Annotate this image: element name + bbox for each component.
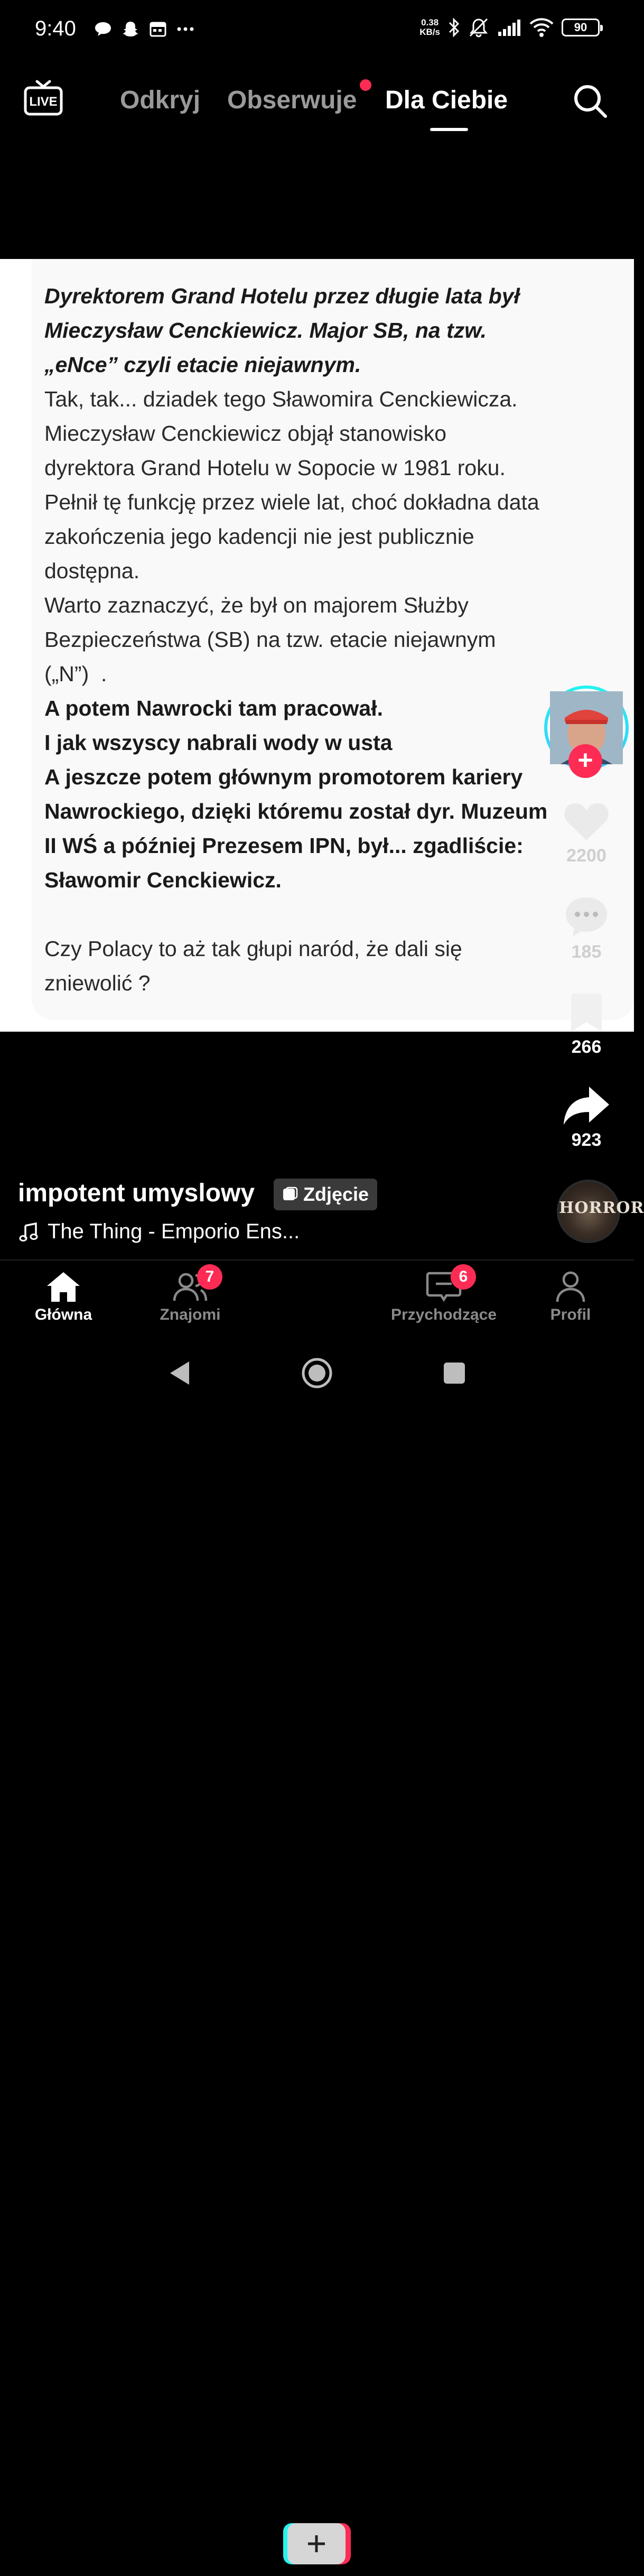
friends-badge: 7 [197,1264,222,1290]
nav-home-label: Główna [34,1306,92,1323]
photo-badge-label: Zdjęcie [303,1183,369,1205]
post-text-line: dostępna. [44,559,140,583]
status-right-icons [419,17,600,38]
nav-inbox[interactable] [380,1270,507,1324]
nav-friends[interactable] [127,1270,254,1324]
wifi-icon [529,17,554,38]
signal-icon [497,19,521,36]
photo-mode-icon [282,1187,298,1202]
author-name[interactable]: impotent umyslowy [18,1179,255,1207]
post-text-line: Bezpieczeństwa (SB) na tzw. etacie niejawnym [44,627,496,652]
disc-label: HORROR [559,1199,644,1217]
post-text-line: zniewolić ? [44,971,151,995]
music-note-icon [19,1222,38,1241]
bluetooth-icon [447,17,460,38]
snapchat-ghost-icon [122,20,139,38]
follow-plus-button[interactable]: + [568,744,602,778]
post-text-line: Pełnił tę funkcję przez wiele lat, choć dokładna data [44,490,539,514]
status-left-icons [94,20,194,38]
net-speed-value: 0.38 [421,17,439,27]
post-image[interactable] [0,259,634,1032]
top-nav [0,69,634,132]
back-icon[interactable] [167,1359,191,1387]
live-tv-icon [23,79,63,117]
tab-obserwuje[interactable]: Obserwuje [227,86,357,114]
battery-icon [562,18,600,36]
nav-friends-label: Znajomi [160,1306,221,1323]
post-text-line: A potem Nawrocki tam pracował. [44,696,383,720]
recents-icon[interactable] [443,1361,466,1385]
bookmark-icon [568,992,605,1034]
nav-profile[interactable] [507,1270,634,1324]
post-text-line: Sławomir Cenckiewicz. [44,868,282,892]
post-text-line: „eNce” czyli etacie niejawnym. [44,353,361,377]
music-info[interactable] [19,1220,300,1244]
chat-bubble-icon [94,21,112,37]
heart-icon [563,799,610,842]
status-bar [0,0,634,61]
comment-count: 185 [571,942,602,962]
net-speed-unit: KB/s [419,27,440,37]
post-text-line [44,897,620,932]
post-text-line: zakończenia jego kadencji nie jest publicznie [44,524,474,549]
nav-home[interactable] [0,1270,127,1324]
nav-inbox-label: Przychodzące [390,1306,497,1323]
post-text-line: („N”) . [44,662,107,686]
comment-icon [563,894,610,939]
post-text-line: Mieczysław Cenckiewicz objął stanowisko [44,421,447,446]
notification-dot [360,79,371,91]
save-button[interactable] [544,992,629,1058]
like-count: 2200 [566,846,606,866]
post-text [44,279,620,1000]
home-icon [45,1270,82,1303]
calendar-icon [149,20,167,38]
post-text-line: Czy Polacy to aż tak głupi naród, że dali się [44,937,462,961]
post-text-line: Nawrockiego, dzięki któremu został dyr. Muzeum [44,799,548,823]
post-text-line: II WŚ a później Prezesem IPN, był... zgadliście: [44,833,524,858]
net-speed [419,18,440,37]
inbox-badge: 6 [451,1264,476,1290]
post-text-line: dyrektora Grand Hotelu w Sopocie w 1981 roku. [44,456,506,480]
share-arrow-icon [563,1085,610,1127]
post-text-line: Tak, tak... dziadek tego Sławomira Cenckiewicza. [44,387,518,411]
bottom-nav [0,1261,634,1335]
nav-profile-label: Profil [550,1306,591,1323]
music-title: The Thing - Emporio Ens... [48,1220,300,1243]
plus-icon [283,2521,351,2566]
create-post-button[interactable] [283,2528,351,2573]
status-time: 9:40 [35,17,76,40]
post-text-line: Dyrektorem Grand Hotelu przez długie lata był [44,284,520,308]
profile-icon [552,1270,589,1303]
save-count: 266 [571,1037,602,1057]
music-disc[interactable] [557,1180,644,1243]
home-circle-icon[interactable] [301,1357,333,1389]
comment-button[interactable] [544,894,629,962]
muted-bell-icon [468,17,490,38]
share-count: 923 [571,1130,602,1150]
live-button[interactable] [23,79,63,117]
active-tab-indicator [430,128,468,131]
tab-odkryj[interactable]: Odkryj [120,86,201,114]
search-icon [572,82,609,119]
post-text-line: Warto zaznaczyć, że był on majorem Służby [44,593,469,617]
post-text-line: A jeszcze potem głównym promotorem kariery [44,765,523,789]
tab-dla-ciebie[interactable]: Dla Ciebie [385,86,508,114]
system-nav-bar [0,1348,634,1410]
post-text-line: I jak wszyscy nabrali wody w usta [44,730,393,755]
photo-badge[interactable] [274,1179,377,1210]
more-dots-icon [176,26,194,32]
live-label: LIVE [29,95,58,109]
like-button[interactable] [544,799,629,866]
battery-level: 90 [574,21,587,34]
post-text-line: Mieczysław Cenckiewicz. Major SB, na tzw. [44,318,487,342]
search-button[interactable] [572,82,609,119]
share-button[interactable] [544,1085,629,1151]
